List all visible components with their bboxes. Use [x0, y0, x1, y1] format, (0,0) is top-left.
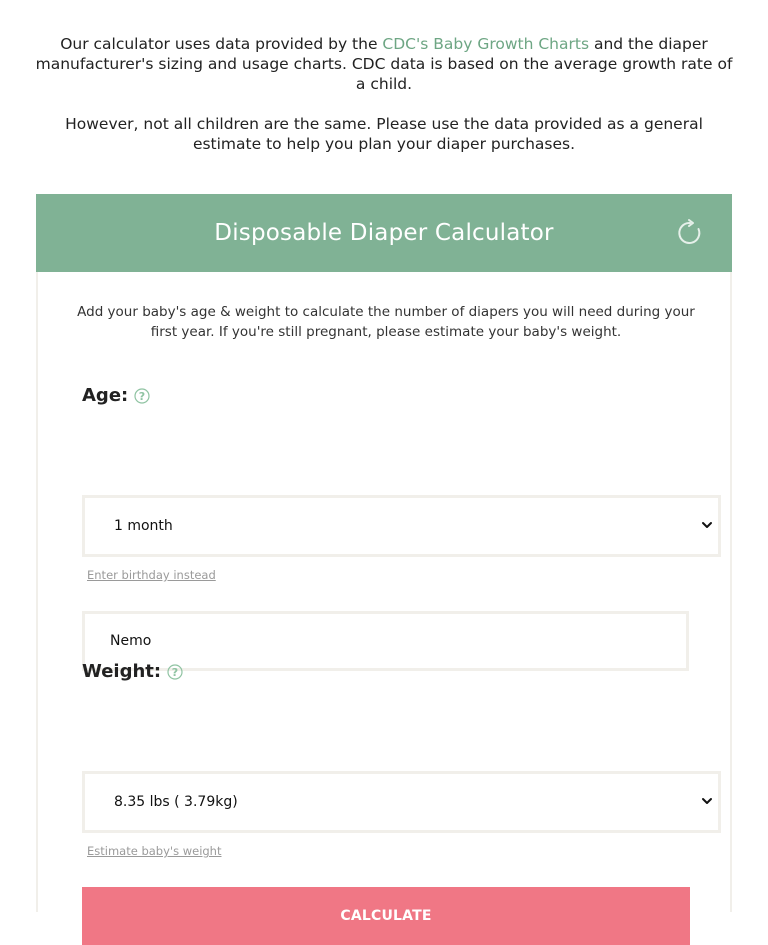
weight-label-text: Weight: — [82, 661, 162, 682]
weight-selected-value: 8.35 lbs ( 3.79kg) — [114, 794, 238, 810]
intro-text-continued: and the diaper manufacturer's sizing and usage charts. CDC data is based on the average growth rate of a child. — [35, 35, 733, 93]
calculator-body — [36, 272, 732, 924]
weight-select[interactable] — [82, 771, 721, 833]
chevron-down-icon — [702, 520, 712, 530]
calculator-description: Add your baby's age & weight to calculate the number of diapers you will need during your first year. If you're still pregnant, please estimate your baby's weight. — [77, 304, 695, 340]
estimate-weight-link[interactable]: Estimate baby's weight — [87, 844, 222, 858]
calculator-title: Disposable Diaper Calculator — [214, 220, 554, 246]
cdc-growth-charts-link[interactable]: CDC's Baby Growth Charts — [382, 35, 590, 53]
age-select[interactable] — [82, 495, 721, 557]
age-selected-value: 1 month — [114, 518, 173, 534]
age-label — [82, 385, 150, 406]
weight-help-icon[interactable] — [167, 664, 183, 680]
diaper-calculator-card — [36, 194, 732, 924]
calculator-header — [36, 194, 732, 272]
intro-paragraph-disclaimer: However, not all children are the same. Please use the data provided as a general estimate to help you plan your diaper purchases. — [65, 115, 703, 153]
weight-label — [82, 661, 183, 682]
refresh-icon[interactable] — [676, 219, 704, 247]
intro-paragraph-data-source — [30, 34, 738, 94]
baby-name-value: Nemo — [110, 633, 152, 649]
enter-birthday-link[interactable]: Enter birthday instead — [87, 568, 216, 582]
svg-text:?: ? — [139, 389, 146, 403]
intro-text: Our calculator uses data provided by the — [60, 35, 383, 53]
age-label-text: Age: — [82, 385, 129, 406]
chevron-down-icon — [702, 796, 712, 806]
age-help-icon[interactable] — [134, 388, 150, 404]
svg-text:?: ? — [171, 665, 179, 679]
calculate-button[interactable]: CALCULATE — [82, 887, 690, 945]
